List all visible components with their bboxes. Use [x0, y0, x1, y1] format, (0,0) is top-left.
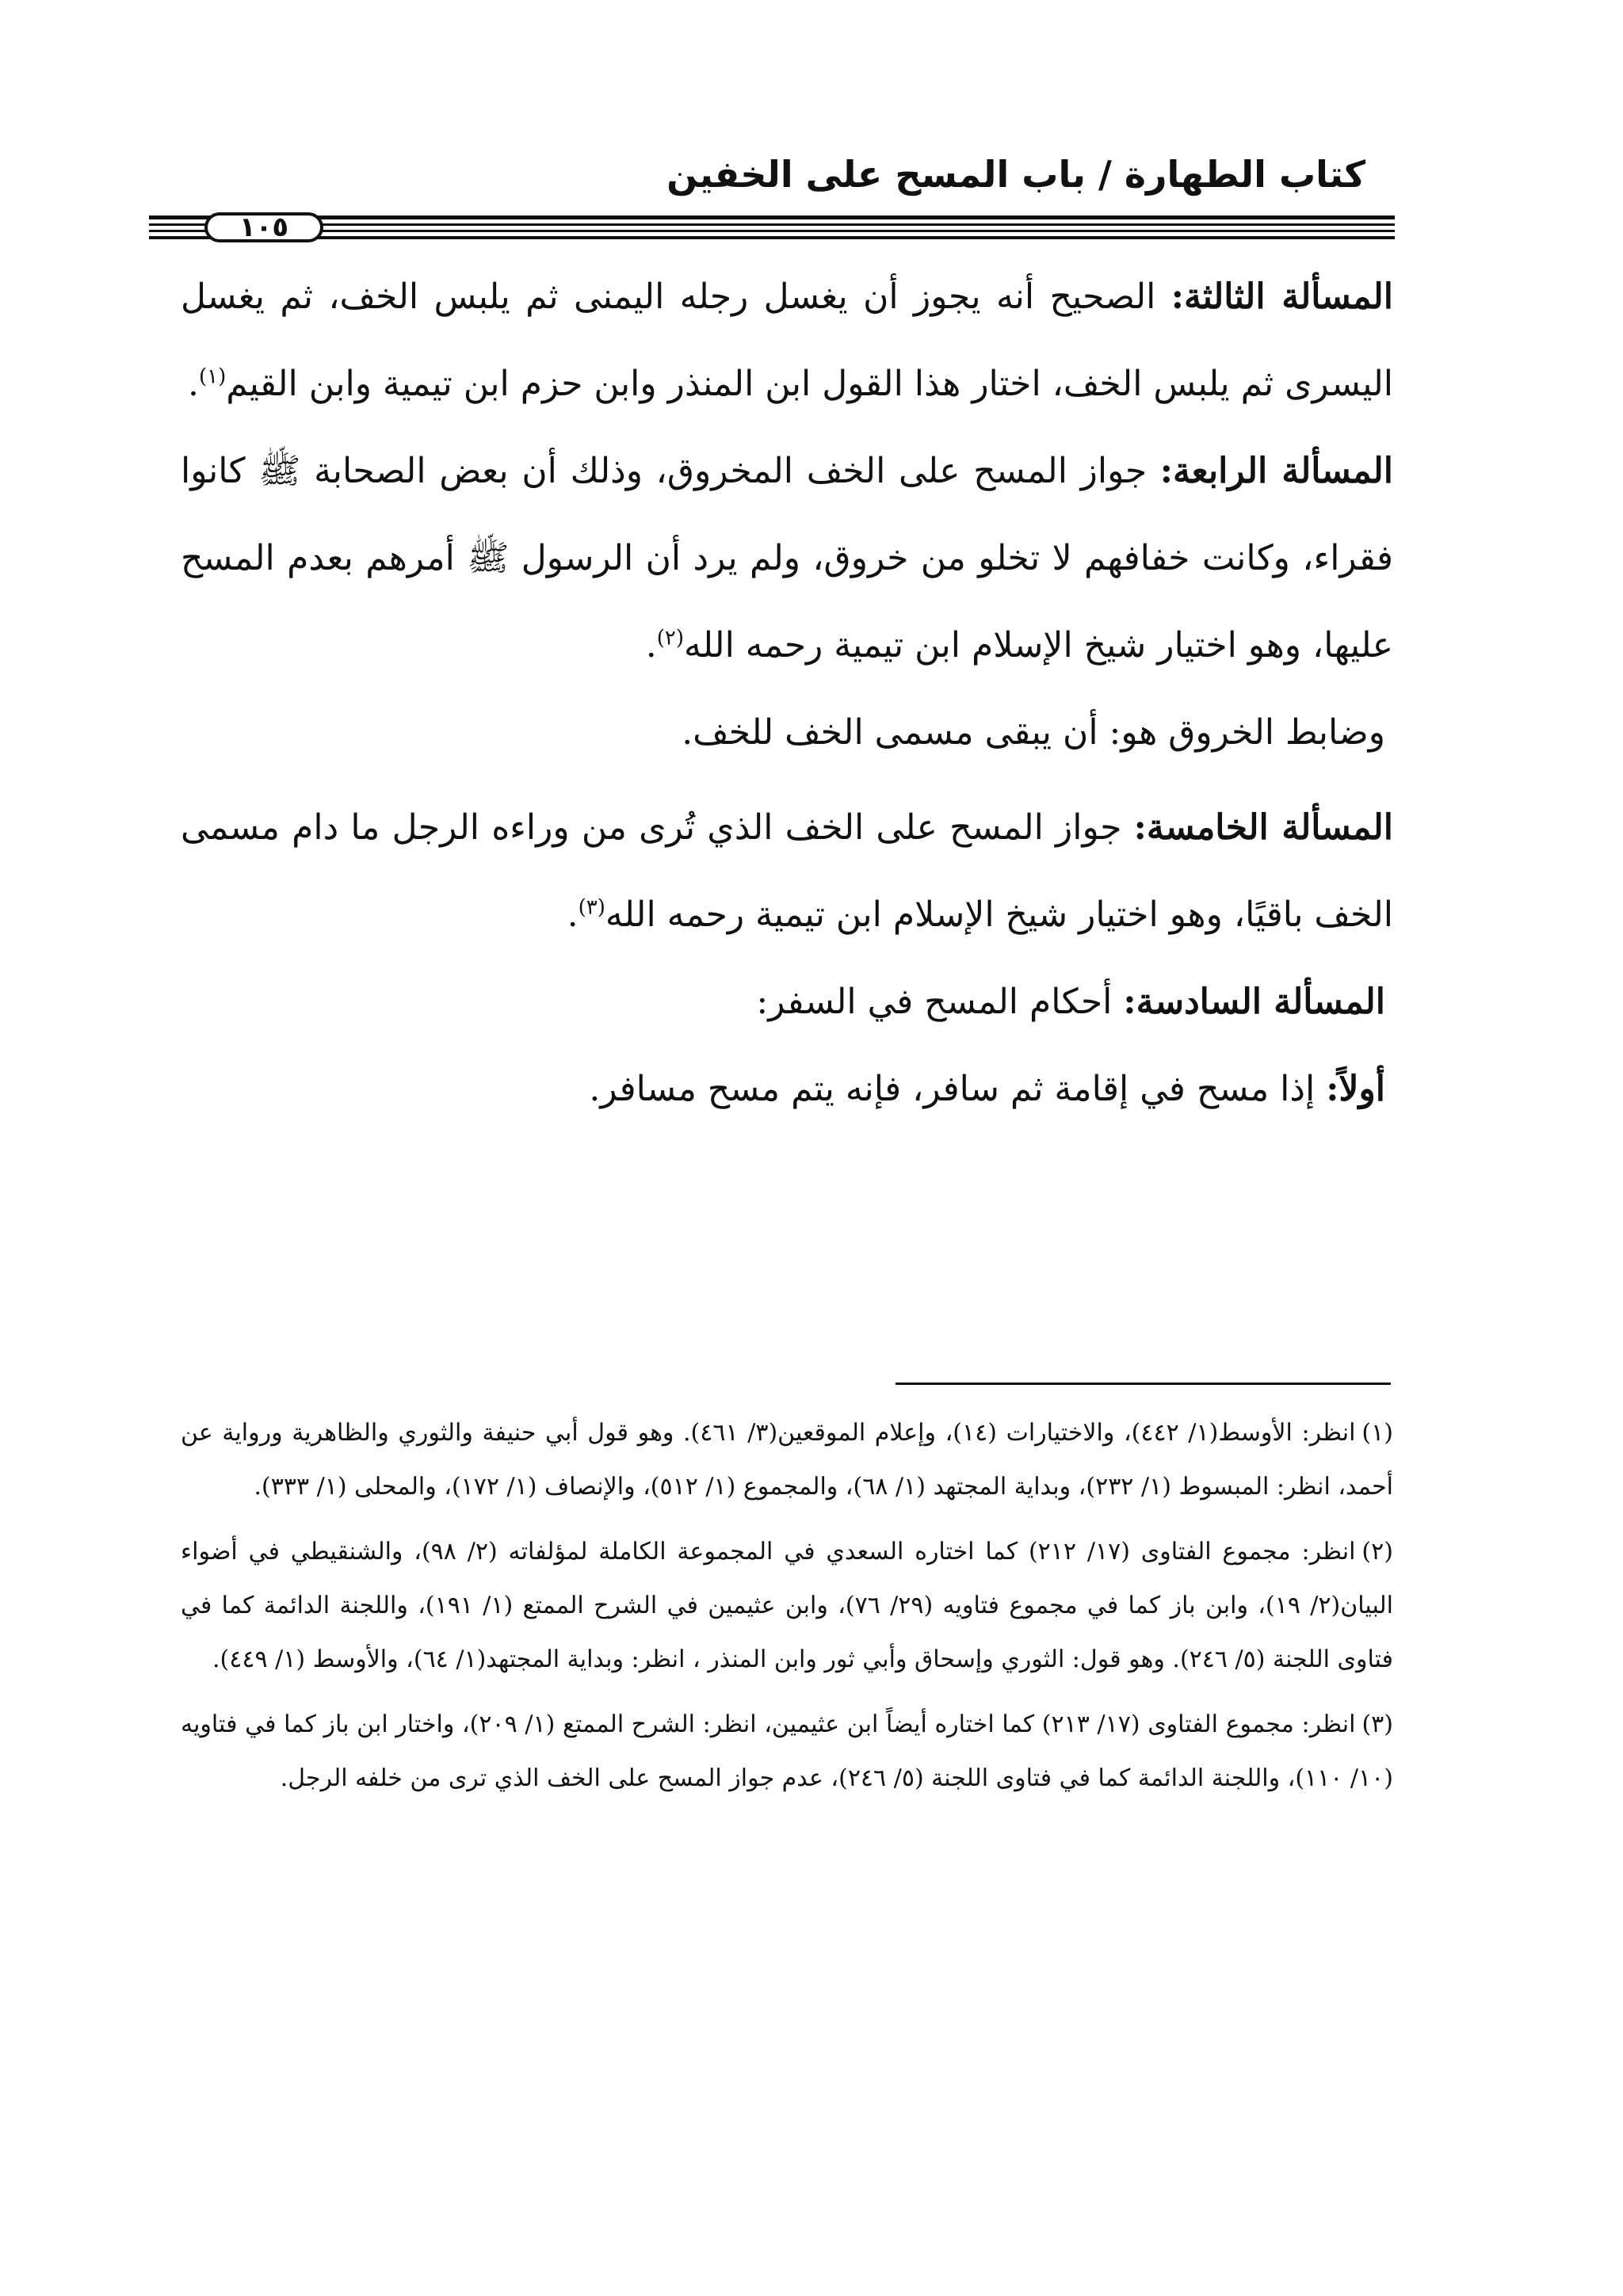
paragraph-first-point	[181, 1046, 1393, 1133]
header-rule	[149, 212, 1395, 244]
paragraph-issue-3	[181, 254, 1393, 428]
paragraph-end: .	[188, 364, 200, 404]
footnote-number: (٣)	[1361, 1711, 1393, 1738]
paragraph-text: إذا مسح في إقامة ثم سافر، فإنه يتم مسح مسافر.	[589, 1069, 1327, 1109]
paragraph-text: وضابط الخروق هو: أن يبقى مسمى الخف للخف.	[682, 712, 1385, 753]
footnote-number: (١)	[1361, 1419, 1393, 1447]
footnote-ref[interactable]: (١)	[199, 364, 227, 389]
footnote-text: انظر: مجموع الفتاوى (١٧/ ٢١٢) كما اختاره السعدي في المجموعة الكاملة لمؤلفاته (٢/ ٩٨)، والشنقيطي في أضواء البيان(٢/ ١٩)، وابن باز كما في مجموع فتاويه (٢٩/ ٧٦)، وابن عثيمين في الشرح الممتع (١/ ١٩١)، واللجنة الدائمة كما في فتاوى اللجنة (٥/ ٢٤٦). وهو قول: الثوري وإسحاق وأبي ثور وابن المنذر ، انظر: وبداية المجتهد(١/ ٦٤)، والأوسط (١/ ٤٤٩).	[181, 1538, 1393, 1673]
page-number: ١٠٥	[204, 212, 323, 242]
header-rule-line	[149, 230, 1395, 232]
issue-heading: المسألة الثالثة:	[1170, 277, 1394, 317]
paragraph-text: أحكام المسح في السفر:	[756, 982, 1124, 1022]
paragraph-tear-rule	[181, 689, 1393, 776]
header-rule-line	[149, 236, 1395, 239]
footnote-number: (٢)	[1361, 1538, 1393, 1566]
running-head: كتاب الطهارة / باب المسح على الخفين	[666, 153, 1365, 196]
header-rule-line	[149, 223, 1395, 226]
paragraph-text: جواز المسح على الخف الذي تُرى من وراءه الرجل ما دام مسمى الخف باقيًا، وهو اختيار شيخ الإسلام ابن تيمية رحمه الله	[181, 807, 1393, 935]
issue-heading: المسألة الرابعة:	[1159, 451, 1393, 491]
paragraph-end: .	[567, 894, 579, 935]
issue-heading: المسألة الخامسة:	[1133, 807, 1393, 848]
footnote-text: انظر: الأوسط(١/ ٤٤٢)، والاختيارات (١٤)، وإعلام الموقعين(٣/ ٤٦١). وهو قول أبي حنيفة والثوري والظاهرية ورواية عن أحمد، انظر: المبسوط (١/ ٢٣٢)، وبداية المجتهد (١/ ٦٨)، والمجموع (١/ ٥١٢)، والإنصاف (١/ ١٧٢)، والمحلى (١/ ٣٣٣).	[181, 1419, 1393, 1501]
footnote-separator	[896, 1383, 1391, 1385]
paragraph-issue-4	[181, 428, 1393, 689]
paragraph-text: جواز المسح على الخف المخروق، وذلك أن بعض الصحابة ﷺ كانوا فقراء، وكانت خفافهم لا تخلو من خروق، ولم يرد أن الرسول ﷺ أمرهم بعدم المسح عليها، وهو اختيار شيخ الإسلام ابن تيمية رحمه الله	[181, 451, 1393, 666]
header-rule-line	[149, 215, 1395, 219]
paragraph-issue-5	[181, 784, 1393, 959]
footnote-ref[interactable]: (٢)	[656, 626, 685, 650]
footnote-item	[181, 1406, 1393, 1514]
paragraph-end: .	[645, 625, 657, 666]
paragraph-text: الصحيح أنه يجوز أن يغسل رجله اليمنى ثم يلبس الخف، ثم يغسل اليسرى ثم يلبس الخف، اختار هذا القول ابن المنذر وابن حزم ابن تيمية وابن القيم	[181, 277, 1393, 404]
footnote-text: انظر: مجموع الفتاوى (١٧/ ٢١٣) كما اختاره أيضاً ابن عثيمين، انظر: الشرح الممتع (١/ ٢٠٩)، واختار ابن باز كما في فتاويه (١٠/ ١١٠)، واللجنة الدائمة كما في فتاوى اللجنة (٥/ ٢٤٦)، عدم جواز المسح على الخف الذي ترى من خلفه الرجل.	[181, 1711, 1393, 1792]
footnote-item	[181, 1525, 1393, 1687]
issue-heading: المسألة السادسة:	[1123, 982, 1385, 1022]
body-text	[181, 254, 1393, 1133]
point-heading: أولاً:	[1326, 1069, 1385, 1109]
footnotes	[181, 1406, 1393, 1817]
footnote-ref[interactable]: (٣)	[578, 895, 605, 920]
footnote-item	[181, 1698, 1393, 1806]
paragraph-issue-6	[181, 959, 1393, 1046]
